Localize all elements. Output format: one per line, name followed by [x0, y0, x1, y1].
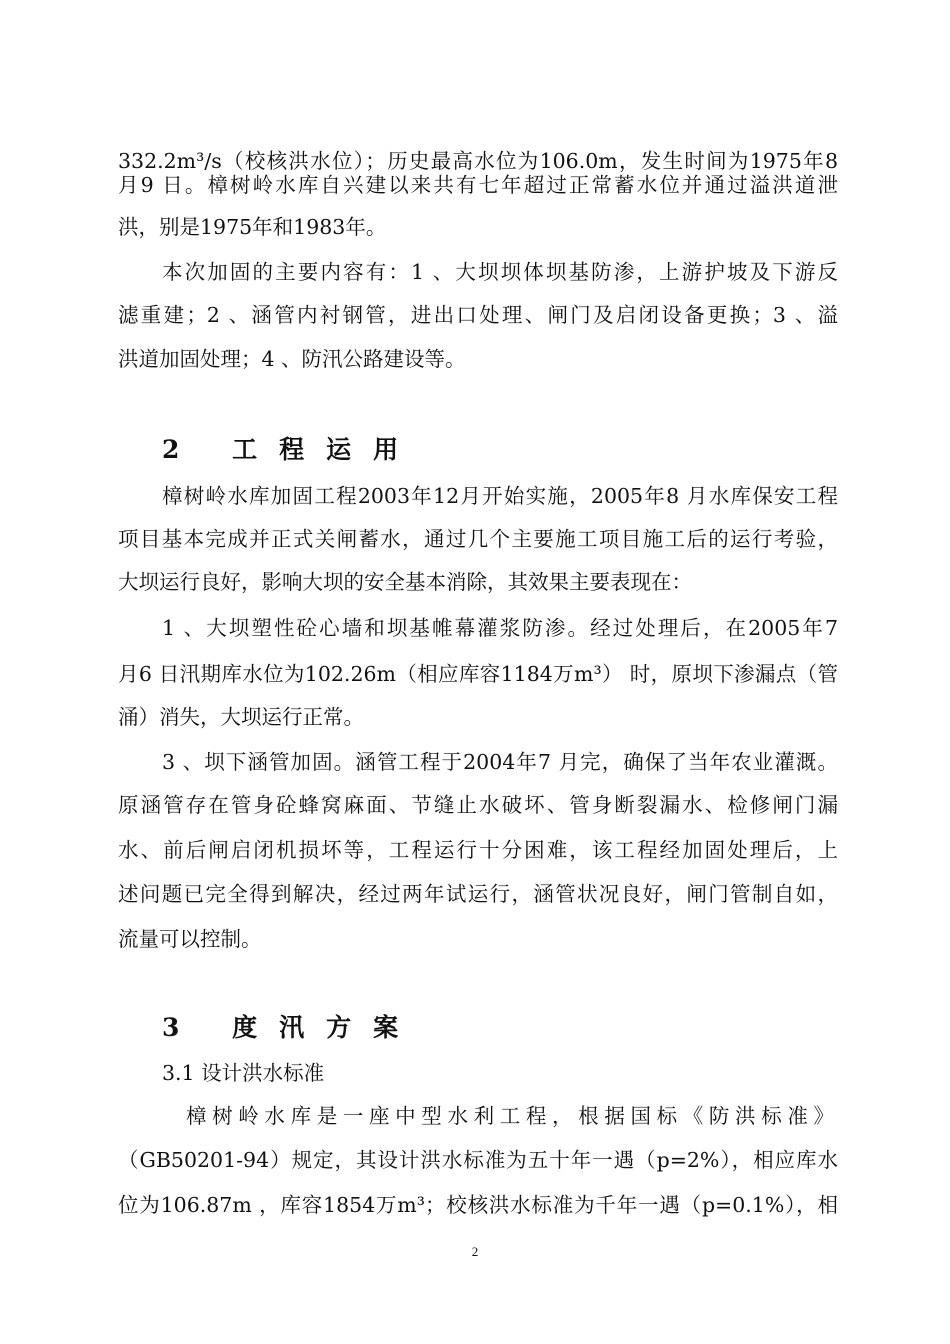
- text-line: 月9 日。樟树岭水库自兴建以来共有七年超过正常蓄水位并通过溢洪道泄: [118, 173, 838, 197]
- subsection-heading: 3.1 设计洪水标准: [162, 1061, 325, 1085]
- section-heading: 2 工程运用: [162, 435, 421, 464]
- text-line: 述问题已完全得到解决，经过两年试运行，涵管状况良好，闸门管制自如，: [118, 882, 838, 906]
- text-line: 樟树岭水库是一座中型水利工程，根据国标《防洪标准》: [186, 1104, 834, 1128]
- text-line: 大坝运行良好，影响大坝的安全基本消除，其效果主要表现在：: [118, 570, 692, 594]
- page-number: 2: [471, 1244, 479, 1259]
- text-line: 原涵管存在管身砼蜂窝麻面、节缝止水破坏、管身断裂漏水、检修闸门漏: [118, 793, 838, 817]
- text-line: 流量可以控制。: [118, 927, 262, 951]
- text-line: 樟树岭水库加固工程2003年12月开始实施，2005年8 月水库保安工程: [162, 484, 838, 508]
- text-line: 项目基本完成并正式关闸蓄水，通过几个主要施工项目施工后的运行考验，: [118, 527, 838, 551]
- text-line: 涌）消失，大坝运行正常。: [118, 705, 364, 729]
- text-line: 月6 日汛期库水位为102.26m（相应库容1184万m³） 时，原坝下渗漏点（管: [118, 662, 838, 686]
- text-line: 本次加固的主要内容有：1 、大坝坝体坝基防渗，上游护坡及下游反: [162, 260, 838, 284]
- text-line: 3 、坝下涵管加固。涵管工程于2004年7 月完，确保了当年农业灌溉。: [162, 750, 838, 774]
- text-line: 洪，别是1975年和1983年。: [118, 215, 387, 239]
- text-line: 洪道加固处理；4 、防汛公路建设等。: [118, 347, 466, 371]
- text-line: 位为106.87m ，库容1854万m³；校核洪水标准为千年一遇（p=0.1%），相: [118, 1193, 838, 1217]
- text-line: 1 、大坝塑性砼心墙和坝基帷幕灌浆防渗。经过处理后，在2005年7: [162, 616, 838, 640]
- text-line: 水、前后闸启闭机损坏等，工程运行十分困难，该工程经加固处理后，上: [118, 838, 838, 862]
- section-heading: 3 度汛方案: [162, 1013, 421, 1042]
- text-line: （GB50201-94）规定，其设计洪水标准为五十年一遇（p=2%），相应库水: [118, 1148, 838, 1172]
- text-line: 332.2m³/s（校核洪水位）；历史最高水位为106.0m，发生时间为1975年8: [118, 149, 838, 173]
- text-line: 滤重建；2 、涵管内衬钢管，进出口处理、闸门及启闭设备更换；3 、溢: [118, 303, 838, 327]
